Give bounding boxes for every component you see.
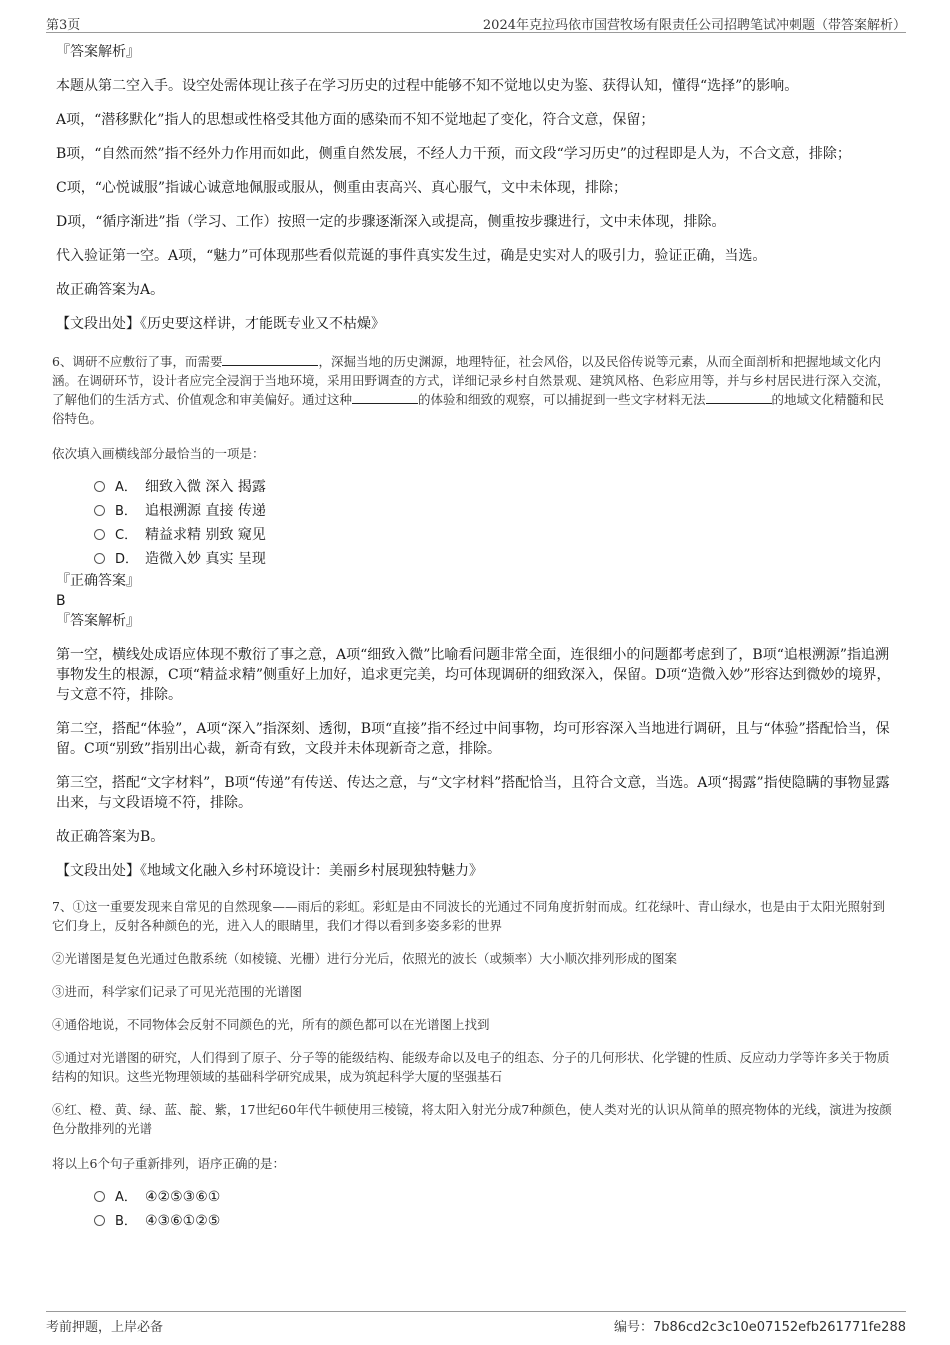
q6-answer-label: 『正确答案』 bbox=[56, 573, 140, 589]
radio-icon[interactable] bbox=[94, 1215, 105, 1226]
option-letter: B． bbox=[115, 504, 137, 519]
page-content bbox=[52, 42, 896, 1233]
document-id-label: 编号： bbox=[613, 1320, 653, 1335]
q5-answer-conclusion: 故正确答案为A。 bbox=[56, 282, 165, 298]
q5-analysis-para: C项，“心悦诚服”指诚心诚意地佩服或服从，侧重由衷高兴、真心服气，文中未体现，排除； bbox=[56, 180, 628, 196]
q6-analysis-label: 『答案解析』 bbox=[56, 613, 140, 629]
q6-analysis-para: 第三空，搭配“文字材料”，B项“传递”有传送、传达之意，与“文字材料”搭配恰当，且符合文意，当选。A项“揭露”指使隐瞒的事物显露出来，与文段语境不符，排除。 bbox=[56, 775, 890, 811]
q6-stem-part: 的体验和细致的观察，可以捕捉到一些文字材料无法 bbox=[418, 392, 706, 407]
q5-analysis-para: D项，“循序渐进”指（学习、工作）按照一定的步骤逐渐深入或提高，侧重按步骤进行，文中未体现，排除。 bbox=[56, 214, 726, 230]
radio-icon[interactable] bbox=[94, 553, 105, 564]
q5-analysis-label: 『答案解析』 bbox=[56, 44, 140, 60]
q6-answer-conclusion: 故正确答案为B。 bbox=[56, 829, 165, 845]
q6-stem-part: 6、调研不应敷衍了事，而需要 bbox=[52, 354, 223, 369]
q7-sentence-4: ④通俗地说，不同物体会反射不同颜色的光，所有的颜色都可以在光谱图上找到 bbox=[52, 1017, 490, 1032]
q6-stem-part: ，深掘当地的历史渊源，地理特征，社会风俗，以及民俗传说等元素，从而全面剖析和把握地域文化内涵。在调研环节，设计者应完全浸润于当地环境，采用田野调查的方式，详细记录乡村自然景观、建筑风格、色彩应用等，并与乡村居民进行深入交流，了解他们的生活方式、价值观念和审美偏好。通过这种 bbox=[52, 354, 890, 407]
q6-option-a[interactable] bbox=[94, 475, 896, 499]
q5-analysis-para: A项，“潜移默化”指人的思想或性格受其他方面的感染而不知不觉地起了变化，符合文意，保留； bbox=[56, 112, 655, 128]
q6-options bbox=[94, 475, 896, 571]
q6-analysis-para: 第二空，搭配“体验”，A项“深入”指深刻、透彻，B项“直接”指不经过中间事物，均可形容深入当地进行调研，且与“体验”搭配恰当，保留。C项“别致”指别出心裁，新奇有致，文段并未体现新奇之意，排除。 bbox=[56, 721, 890, 757]
q6-option-d[interactable] bbox=[94, 547, 896, 571]
q6-prompt: 依次填入画横线部分最恰当的一项是： bbox=[52, 446, 265, 461]
q6-blank-1 bbox=[222, 352, 318, 366]
option-text: 细致入微 深入 揭露 bbox=[145, 479, 266, 495]
option-letter: C． bbox=[115, 528, 138, 543]
radio-icon[interactable] bbox=[94, 481, 105, 492]
footer-slogan: 考前押题，上岸必备 bbox=[46, 1320, 164, 1335]
option-text: 造微入妙 真实 呈现 bbox=[145, 551, 266, 567]
radio-icon[interactable] bbox=[94, 529, 105, 540]
q6-source: 【文段出处】《地域文化融入乡村环境设计：美丽乡村展现独特魅力》 bbox=[56, 863, 483, 879]
q6-answer: B bbox=[56, 593, 66, 609]
page-number: 第3页 bbox=[46, 18, 81, 33]
q7-sentence-2: ②光谱图是复色光通过色散系统（如棱镜、光栅）进行分光后，依照光的波长（或频率）大小顺次排列形成的图案 bbox=[52, 951, 678, 966]
q7-options bbox=[94, 1185, 896, 1233]
q7-sentence-1: 7、①这一重要发现来自常见的自然现象——雨后的彩虹。彩虹是由不同波长的光通过不同角度折射而成。红花绿叶、青山绿水，也是由于太阳光照射到它们身上，反射各种颜色的光，进入人的眼睛里，我们才得以看到多姿多彩的世界 bbox=[52, 899, 885, 933]
q5-analysis-para: 本题从第二空入手。设空处需体现让孩子在学习历史的过程中能够不知不觉地以史为鉴、获得认知，懂得“选择”的影响。 bbox=[56, 78, 799, 94]
option-letter: A． bbox=[115, 1190, 137, 1205]
q6-analysis-para: 第一空，横线处成语应体现不敷衍了事之意，A项“细致入微”比喻看问题非常全面，连很细小的问题都考虑到了，B项“追根溯源”指追溯事物发生的根源，C项“精益求精”侧重好上加好，追求更完美，均可体现调研的细致深入，保留。D项“造微入妙”形容达到微妙的境界，与文意不符，排除。 bbox=[56, 647, 891, 703]
q5-source: 【文段出处】《历史要这样讲，才能既专业又不枯燥》 bbox=[56, 316, 385, 332]
q6-blank-2 bbox=[352, 390, 418, 404]
document-id-code: 7b86cd2c3c10e07152efb261771fe288 bbox=[652, 1320, 906, 1335]
radio-icon[interactable] bbox=[94, 505, 105, 516]
radio-icon[interactable] bbox=[94, 1191, 105, 1202]
option-letter: D． bbox=[115, 552, 139, 567]
q5-analysis-para: 代入验证第一空。A项，“魅力”可体现那些看似荒诞的事件真实发生过，确是史实对人的吸引力，验证正确，当选。 bbox=[56, 248, 767, 264]
option-letter: B． bbox=[115, 1214, 137, 1229]
q7-sentence-5: ⑤通过对光谱图的研究，人们得到了原子、分子等的能级结构、能级寿命以及电子的组态、分子的几何形状、化学键的性质、反应动力学等许多关于物质结构的知识。这些光物理领域的基础科学研究成果，成为筑起科学大厦的坚强基石 bbox=[52, 1050, 890, 1084]
option-text: 追根溯源 直接 传递 bbox=[145, 503, 266, 519]
q7-option-b[interactable] bbox=[94, 1209, 896, 1233]
page-footer bbox=[46, 1311, 906, 1334]
option-letter: A． bbox=[115, 480, 137, 495]
q7-option-a[interactable] bbox=[94, 1185, 896, 1209]
q6-stem-part: 的地域文化精髓和民俗特色。 bbox=[52, 392, 885, 426]
page-header bbox=[46, 12, 906, 33]
q6-stem bbox=[52, 352, 896, 428]
option-text: 精益求精 别致 窥见 bbox=[145, 527, 266, 543]
document-id bbox=[614, 1316, 906, 1335]
q6-option-b[interactable] bbox=[94, 499, 896, 523]
option-text: ④②⑤③⑥① bbox=[145, 1189, 221, 1205]
q7-prompt: 将以上6个句子重新排列，语序正确的是： bbox=[52, 1156, 285, 1171]
option-text: ④③⑥①②⑤ bbox=[145, 1213, 221, 1229]
q7-sentence-6: ⑥红、橙、黄、绿、蓝、靛、紫，17世纪60年代牛顿使用三棱镜，将太阳入射光分成7种颜色，使人类对光的认识从简单的照亮物体的光线，演进为按颜色分散排列的光谱 bbox=[52, 1102, 892, 1136]
q6-blank-3 bbox=[706, 390, 772, 404]
q5-analysis-para: B项，“自然而然”指不经外力作用而如此，侧重自然发展，不经人力干预，而文段“学习历史”的过程即是人为，不合文意，排除； bbox=[56, 146, 851, 162]
q7-sentence-3: ③进而，科学家们记录了可见光范围的光谱图 bbox=[52, 984, 303, 999]
q6-option-c[interactable] bbox=[94, 523, 896, 547]
document-title: 2024年克拉玛依市国营牧场有限责任公司招聘笔试冲刺题（带答案解析） bbox=[482, 18, 906, 33]
